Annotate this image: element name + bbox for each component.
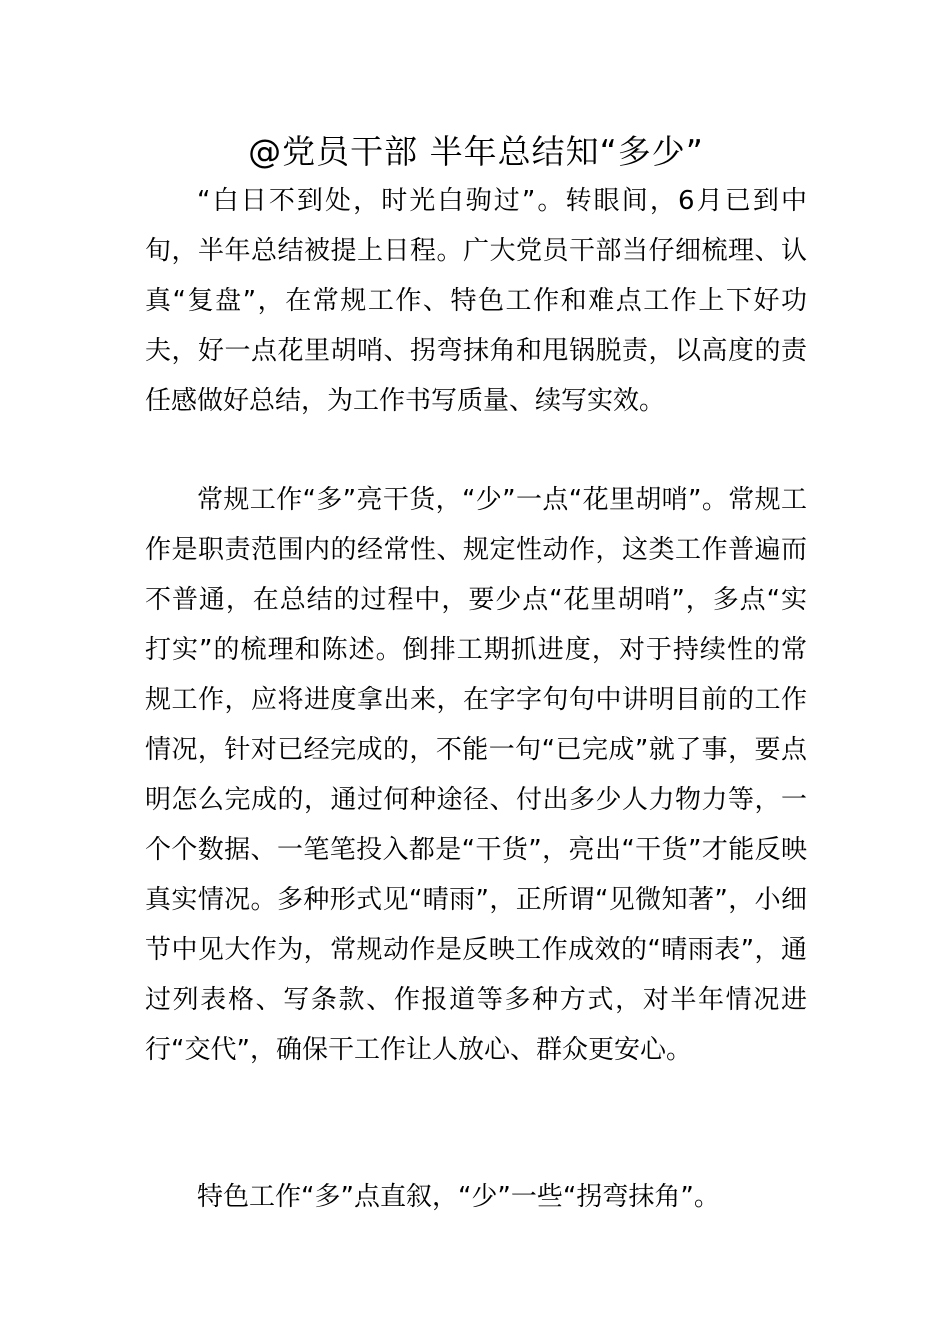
paragraph-special-work: 特色工作“多”点直叙，“少”一些“拐弯抹角”。	[197, 1182, 720, 1212]
document-title: @党员干部 半年总结知“多少”	[248, 132, 704, 171]
paragraph-routine-work: 常规工作“多”亮干货，“少”一点“花里胡哨”。常规工作是职责范围内的经常性、规定性动作，这类工作普遍而不普通，在总结的过程中，要少点“花里胡哨”，多点“实打实”的梳理和陈述。倒排工期抓进度，对于持续性的常规工作，应将进度拿出来，在字字句句中讲明目前的工作情况，针对已经完成的，不能一句“已完成”就了事，要点明怎么完成的，通过何种途径、付出多少人力物力等，一个个数据、一笔笔投入都是“干货”，亮出“干货”才能反映真实情况。多种形式见“晴雨”，正所谓“见微知著”，小细节中见大作为，常规动作是反映工作成效的“晴雨表”，通过列表格、写条款、作报道等多种方式，对半年情况进行“交代”，确保干工作让人放心、群众更安心。	[145, 485, 807, 1065]
paragraph-intro: “白日不到处，时光白驹过”。转眼间，6月已到中旬，半年总结被提上日程。广大党员干部当仔细梳理、认真“复盘”，在常规工作、特色工作和难点工作上下好功夫，好一点花里胡哨、拐弯抹角和甩锅脱责，以高度的责任感做好总结，为工作书写质量、续写实效。	[145, 186, 807, 416]
